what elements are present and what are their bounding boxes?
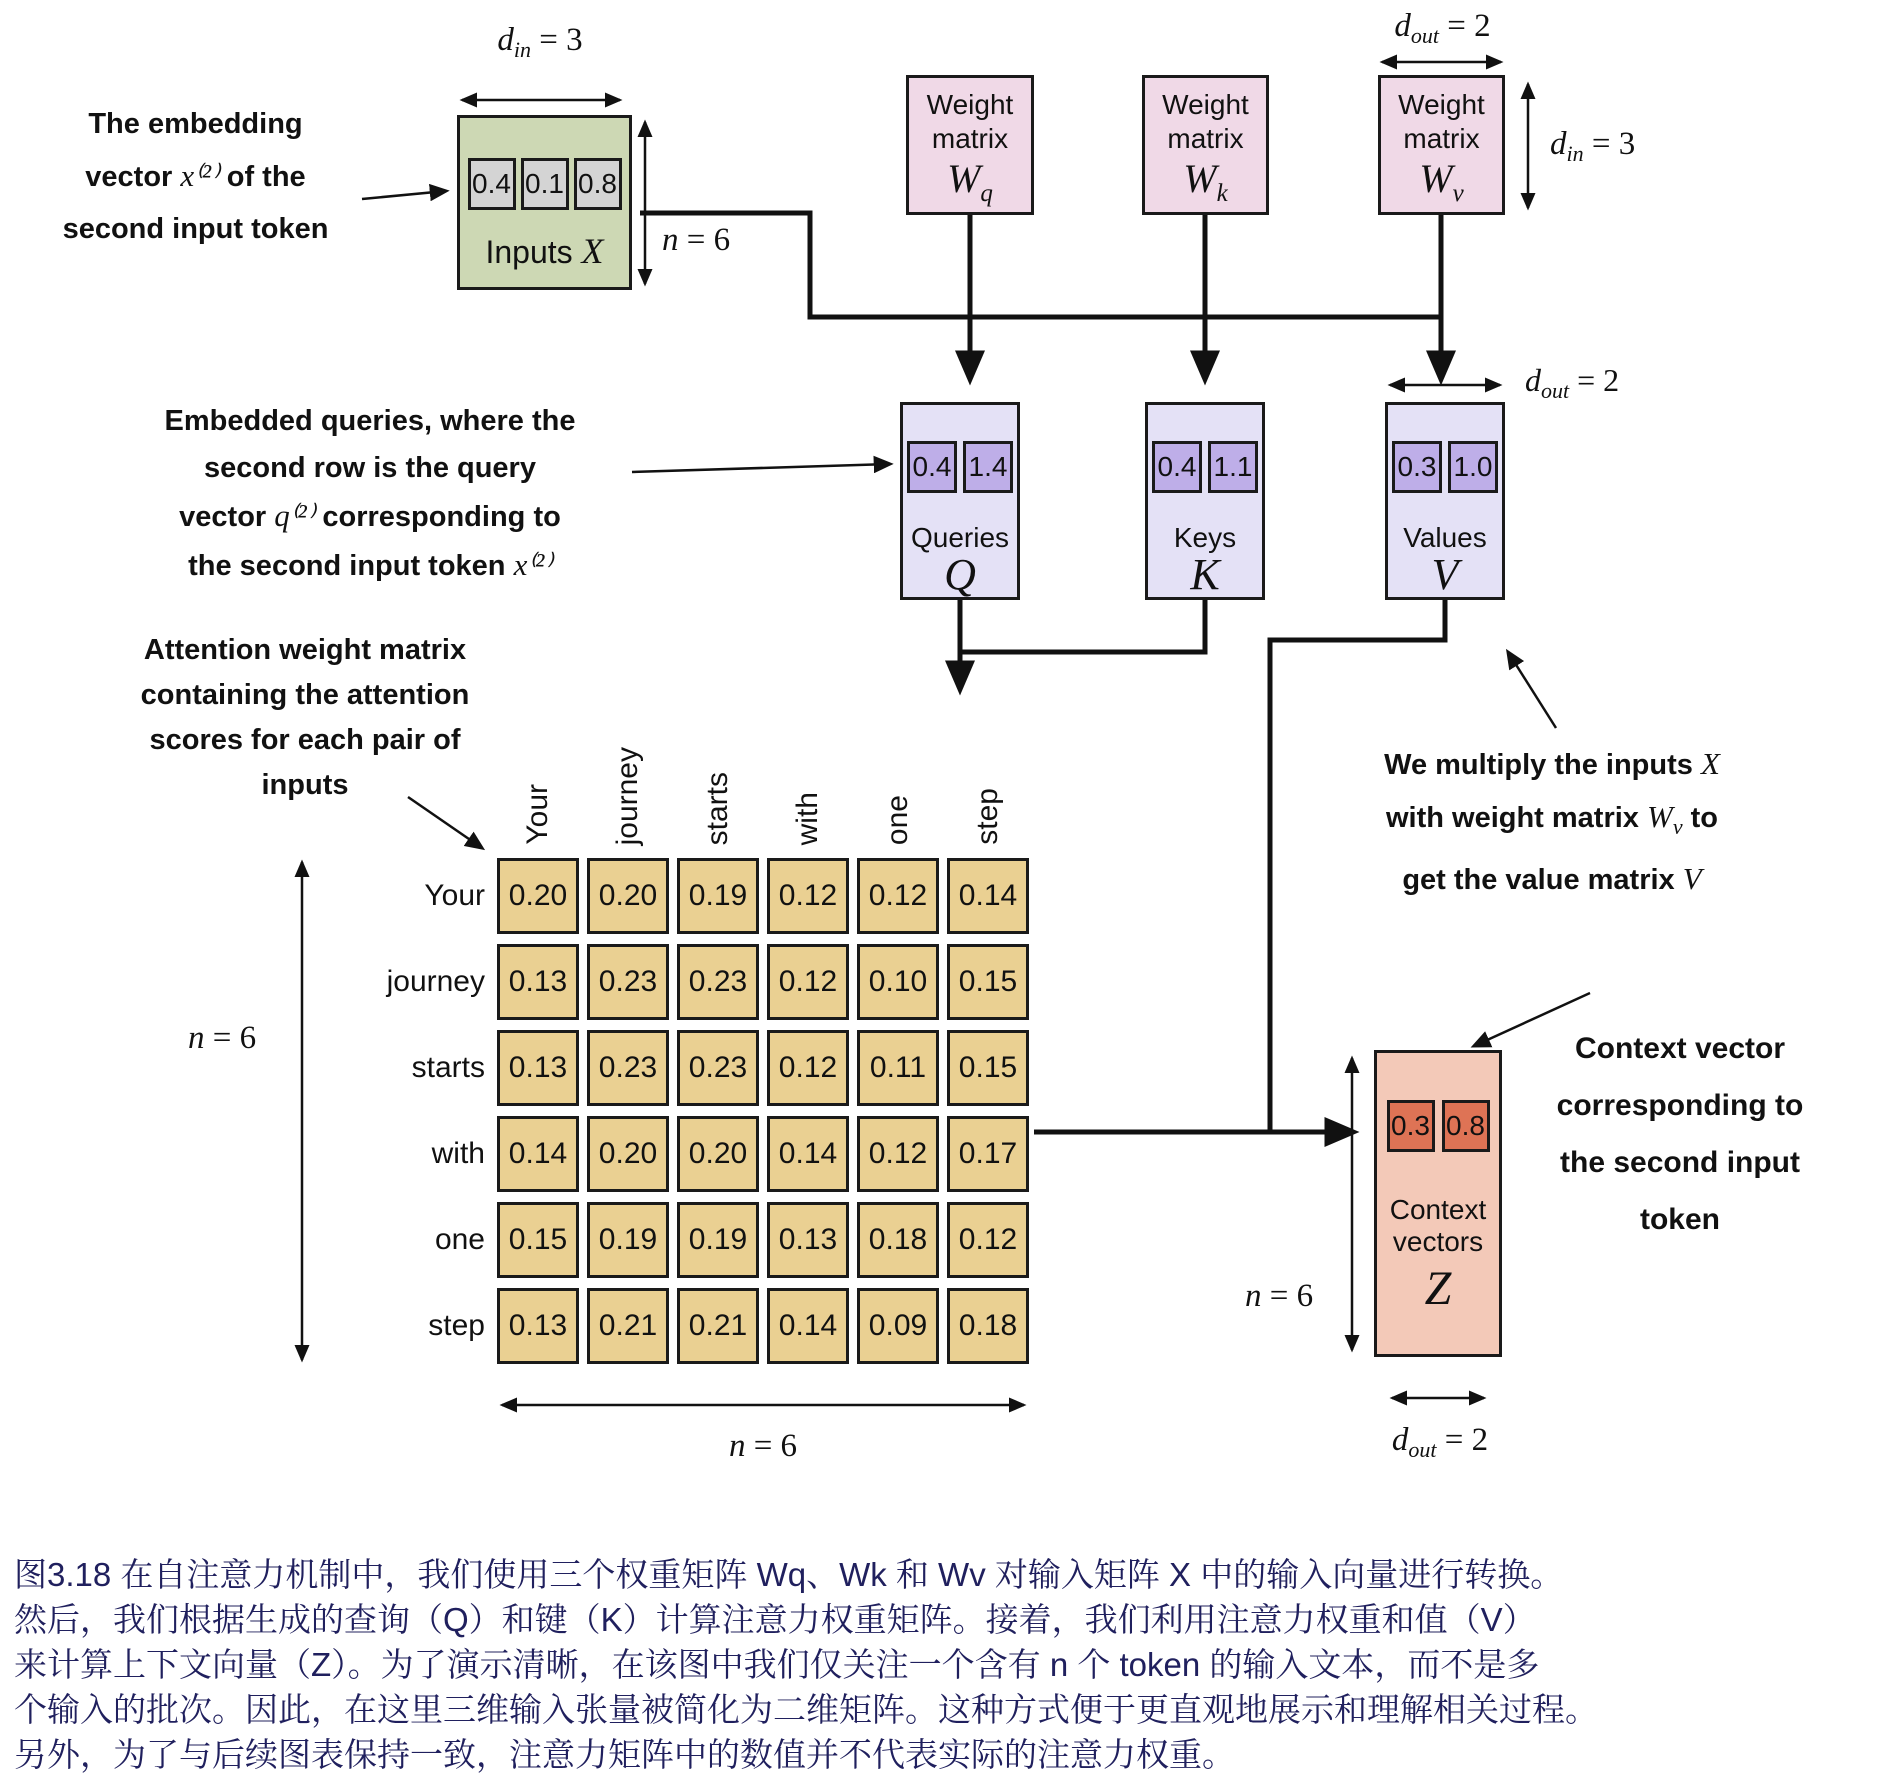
- embedding-annotation-arrow: [362, 191, 446, 199]
- attention-cell: 0.13: [497, 944, 579, 1020]
- inputs-x-box: [457, 115, 632, 290]
- attention-cell: 0.12: [767, 858, 849, 934]
- attention-cell: 0.15: [497, 1202, 579, 1278]
- attention-cell: 0.12: [767, 1030, 849, 1106]
- inputs-cell: 0.4: [468, 158, 516, 210]
- attention-row-header: one: [434, 1223, 485, 1256]
- attention-col-headers: [497, 690, 1031, 845]
- attention-col-header: with: [791, 791, 824, 845]
- inputs-cell-row: [460, 158, 629, 210]
- v-cell: 1.0: [1448, 441, 1498, 493]
- attention-row-header: starts: [411, 1051, 485, 1084]
- din3-top-label: $d_{in} = 3$: [497, 22, 583, 62]
- weight-matrix-wq-box: Weight matrix Wq: [906, 75, 1034, 215]
- caption-line: 然后，我们根据生成的查询（Q）和键（K）计算注意力权重矩阵。接着，我们利用注意力权重和值（V）: [14, 1601, 1536, 1638]
- attention-cell: 0.12: [857, 858, 939, 934]
- k-cell: 0.4: [1152, 441, 1202, 493]
- attention-cell: 0.19: [587, 1202, 669, 1278]
- attention-cell: 0.23: [677, 944, 759, 1020]
- caption-line: 来计算上下文向量（Z）。为了演示清晰，在该图中我们仅关注一个含有 n 个 token 的输入文本，而不是多: [14, 1646, 1540, 1683]
- k-join-line: [960, 600, 1205, 652]
- attention-cell: 0.23: [587, 944, 669, 1020]
- attention-cell: 0.19: [677, 1202, 759, 1278]
- attention-cell: 0.10: [857, 944, 939, 1020]
- dout2-top-label: $d_{out} = 2$: [1394, 8, 1491, 48]
- q-cell: 1.4: [963, 441, 1013, 493]
- n6-z-label: n = 6: [1245, 1278, 1314, 1314]
- q-cell: 0.4: [907, 441, 957, 493]
- attention-col-header: starts: [701, 771, 734, 845]
- keys-k-box: 0.4 1.1 Keys K: [1145, 402, 1265, 600]
- attention-cell: 0.14: [767, 1116, 849, 1192]
- attention-cell: 0.21: [677, 1288, 759, 1364]
- attention-cell: 0.13: [767, 1202, 849, 1278]
- context-cell: 0.8: [1442, 1100, 1490, 1152]
- attention-cell: 0.23: [587, 1030, 669, 1106]
- inputs-cell: 0.1: [521, 158, 569, 210]
- attention-cell: 0.21: [587, 1288, 669, 1364]
- weight-matrix-wv-box: Weight matrix Wv: [1378, 75, 1505, 215]
- weight-matrix-wk-box: Weight matrix Wk: [1142, 75, 1269, 215]
- inputs-cell: 0.8: [574, 158, 622, 210]
- context-cell: 0.3: [1387, 1100, 1435, 1152]
- queries-q-box: 0.4 1.4 Queries Q: [900, 402, 1020, 600]
- attention-cell: 0.18: [857, 1202, 939, 1278]
- figure-caption: [14, 1552, 1880, 1777]
- attention-cell: 0.17: [947, 1116, 1029, 1192]
- context-vectors-z-box: 0.3 0.8 Context vectors Z: [1374, 1050, 1502, 1357]
- attention-cell: 0.14: [767, 1288, 849, 1364]
- attention-col-header: one: [881, 794, 914, 845]
- attention-cell: 0.09: [857, 1288, 939, 1364]
- context-vector-annotation: Context vector corresponding to the second input token: [1556, 1032, 1804, 1236]
- attention-cell: 0.23: [677, 1030, 759, 1106]
- attention-cell: 0.20: [587, 858, 669, 934]
- caption-line: 图3.18 在自注意力机制中，我们使用三个权重矩阵 Wq、Wk 和 Wv 对输入矩阵 X 中的输入向量进行转换。: [14, 1556, 1564, 1593]
- attention-row-header: step: [428, 1309, 485, 1342]
- attention-col-header: journey: [611, 746, 644, 845]
- k-cell: 1.1: [1208, 441, 1258, 493]
- embedded-queries-annotation: Embedded queries, where the second row is the query vector q⁽²⁾ corresponding to the second input token x⁽²⁾: [164, 405, 576, 582]
- attention-cell: 0.20: [587, 1116, 669, 1192]
- attention-row-header: Your: [424, 879, 485, 912]
- attention-cell: 0.19: [677, 858, 759, 934]
- v-cell: 0.3: [1392, 441, 1442, 493]
- n6-matrix-bottom-label: n = 6: [728, 1428, 798, 1464]
- inputs-to-weights-bus: [640, 213, 1441, 317]
- values-annotation-arrow: [1508, 652, 1556, 728]
- attention-cell: 0.14: [947, 858, 1029, 934]
- attention-row-header: journey: [386, 965, 485, 998]
- attention-cell: 0.15: [947, 1030, 1029, 1106]
- n6-inputs-label: n = 6: [662, 222, 731, 258]
- inputs-box-label: Inputs X: [485, 230, 604, 271]
- embedding-annotation: The embedding vector x⁽²⁾ of the second input token: [62, 108, 329, 245]
- values-v-box: 0.3 1.0 Values V: [1385, 402, 1505, 600]
- caption-line: 个输入的批次。因此，在这里三维输入张量被简化为二维矩阵。这种方式便于更直观地展示和理解相关过程。: [14, 1691, 1598, 1728]
- attention-cell: 0.11: [857, 1030, 939, 1106]
- attention-cell: 0.13: [497, 1030, 579, 1106]
- we-multiply-annotation: We multiply the inputs X with weight matrix $W_v$ to get the value matrix V: [1384, 746, 1720, 896]
- caption-line: 另外，为了与后续图表保持一致，注意力矩阵中的数值并不代表实际的注意力权重。: [14, 1736, 1235, 1773]
- dout2-z-label: $d_{out} = 2$: [1391, 1422, 1489, 1462]
- attention-cell: 0.20: [677, 1116, 759, 1192]
- attention-cell: 0.20: [497, 858, 579, 934]
- attention-col-header: step: [971, 788, 1004, 845]
- dout2-values-label: $d_{out} = 2$: [1525, 362, 1620, 403]
- din3-right-label: $d_{in} = 3$: [1550, 126, 1636, 166]
- n6-matrix-left-label: n = 6: [188, 1020, 257, 1056]
- attention-cell: 0.12: [857, 1116, 939, 1192]
- attention-cell: 0.18: [947, 1288, 1029, 1364]
- attention-cell: 0.12: [767, 944, 849, 1020]
- queries-annotation-arrow: [632, 464, 890, 472]
- attention-cell: 0.13: [497, 1288, 579, 1364]
- attention-cell: 0.12: [947, 1202, 1029, 1278]
- attention-cell: 0.15: [947, 944, 1029, 1020]
- attention-cell: 0.14: [497, 1116, 579, 1192]
- attention-matrix-annotation: Attention weight matrix containing the attention scores for each pair of inputs: [140, 634, 470, 801]
- attention-row-header: with: [431, 1137, 485, 1170]
- attention-matrix-grid: [497, 858, 1029, 1364]
- attention-row-headers: [300, 858, 485, 1374]
- attention-col-header: Your: [521, 784, 554, 845]
